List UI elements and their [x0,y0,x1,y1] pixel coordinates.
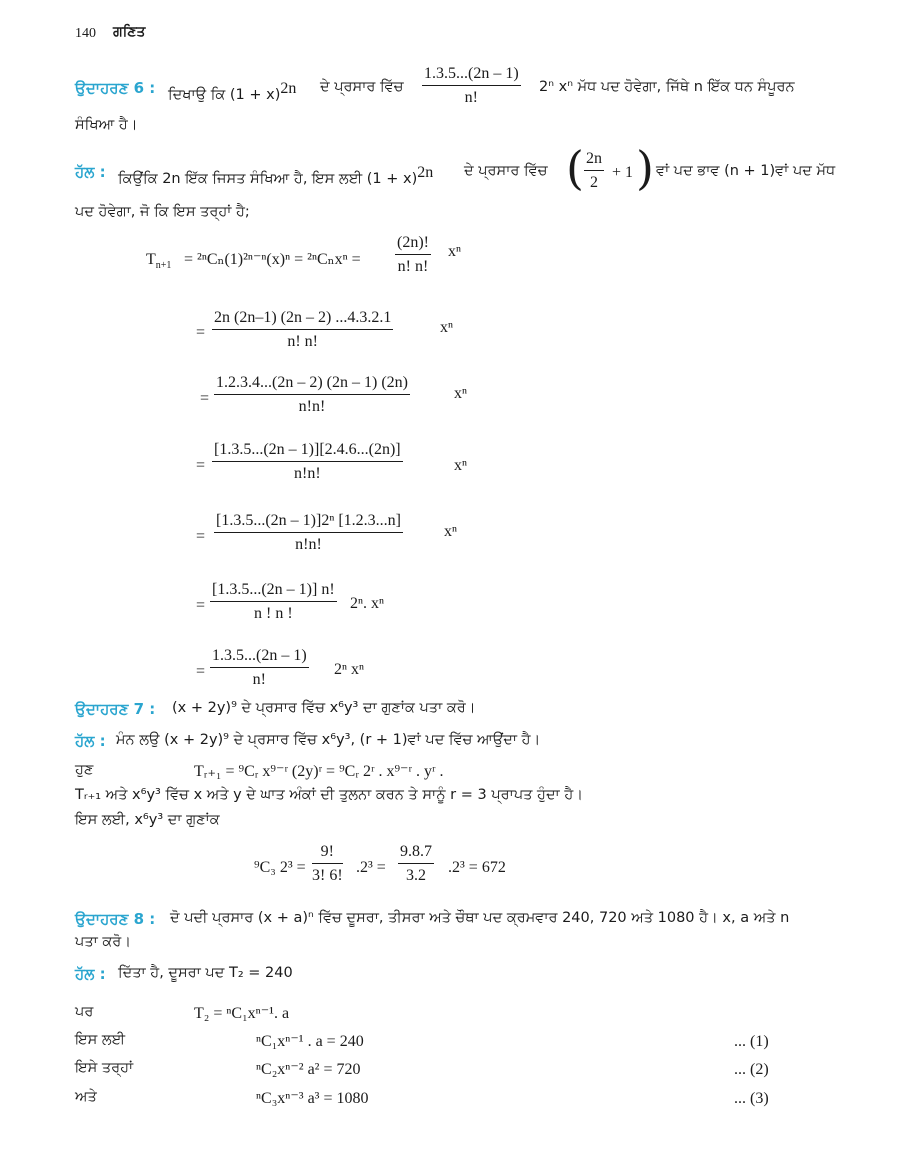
derivation-step-5-fraction [214,512,403,554]
solution-7-line-1: ਮੰਨ ਲਉ (x + 2y)⁹ ਦੇ ਪ੍ਰਸਾਰ ਵਿੱਚ x⁶y³, (r + 1)ਵਾਂ ਪਦ ਵਿੱਚ ਆਉਂਦਾ ਹੈ। [116,732,541,748]
example-6-fraction [422,65,521,107]
derivation-step-7-fraction [210,647,309,689]
solution-6-fraction [584,150,604,192]
derivation-step-3-suffix: xⁿ [454,385,468,402]
page-number: 140 [75,26,96,41]
fraction-numerator: (2n)! [395,234,431,255]
solution-7-line-4: ਇਸ ਲਈ, x⁶y³ ਦਾ ਗੁਣਾਂਕ [75,812,220,828]
equation-tag-1: ... (1) [734,1033,769,1050]
derivation-step-4-suffix: xⁿ [454,457,468,474]
fraction-numerator: 2n (2n–1) (2n – 2) ...4.3.2.1 [212,309,393,330]
solution-7-calc-mid: .2³ = [356,859,386,876]
equation-tag-3: ... (3) [734,1090,769,1107]
example-6-label: ਉਦਾਹਰਣ 6 : [75,79,156,97]
solution-7-line-3: Tᵣ₊₁ ਅਤੇ x⁶y³ ਵਿੱਚ x ਅਤੇ y ਦੇ ਘਾਤ ਅੰਕਾਂ ਦੀ ਤੁਲਨਾ ਕਰਨ ਤੇ ਸਾਨੂੰ r = 3 ਪ੍ਰਾਪਤ ਹੁੰਦਾ ਹੈ। [75,787,583,803]
solution-8-row-3-math: ⁿC₂xⁿ⁻² a² = 720 [256,1061,361,1078]
solution-6-text-part2: ਦੇ ਪ੍ਰਸਾਰ ਵਿੱਚ [464,163,548,179]
solution-7-label: ਹੱਲ : [75,732,106,750]
example-6-fraction-numerator: 1.3.5...(2n – 1) [422,65,521,86]
fraction-denominator: n!n! [295,536,322,553]
solution-8-row-2-word: ਇਸ ਲਈ [75,1032,126,1048]
solution-8-row-1-math: T₂ = ⁿC₁xⁿ⁻¹. a [194,1005,290,1022]
derivation-step-2-fraction [212,309,393,351]
example-6-fraction-denominator: n! [464,89,478,106]
fraction-numerator: 1.2.3.4...(2n – 2) (2n – 1) (2n) [214,374,410,395]
fraction-numerator: [1.3.5...(2n – 1)][2.4.6...(2n)] [212,441,403,462]
solution-8-row-3-word: ਇਸੇ ਤਰ੍ਹਾਂ [75,1060,134,1076]
solution-7-calc-end: .2³ = 672 [448,859,506,876]
solution-7-line-2-word: ਹੁਣ [75,762,94,778]
example-6-text-part1: ਦਿਖਾਉ ਕਿ $(1 + x)^{2n}$ [168,80,297,103]
solution-6-text-part3: ਵਾਂ ਪਦ ਭਾਵ (n + 1)ਵਾਂ ਪਦ ਮੱਧ [656,163,836,179]
derivation-step-3-fraction [214,374,410,416]
derivation-step-6-suffix: 2ⁿ. xⁿ [350,595,385,612]
example-6-text-part2: ਦੇ ਪ੍ਰਸਾਰ ਵਿੱਚ [320,79,404,95]
example-8-line-2: ਪਤਾ ਕਰੋ। [75,934,132,950]
derivation-step-1-suffix: xⁿ [448,243,462,260]
solution-7-calc-lhs: ⁹C₃ 2³ = [254,859,306,876]
solution-6-plus-one: + 1 [612,164,634,181]
example-6-text-part4: ਸੰਖਿਆ ਹੈ। [75,117,138,133]
solution-6-label: ਹੱਲ : [75,163,106,181]
fraction-numerator: [1.3.5...(2n – 1)]2ⁿ [1.2.3...n] [214,512,403,533]
left-parenthesis: ( [566,141,584,195]
solution-6-text-part4: ਪਦ ਹੋਵੇਗਾ, ਜੋ ਕਿ ਇਸ ਤਰ੍ਹਾਂ ਹੈ; [75,204,250,220]
fraction-denominator: n! n! [397,258,429,275]
fraction-denominator: n!n! [298,398,326,415]
example-7-text: (x + 2y)⁹ ਦੇ ਪ੍ਰਸਾਰ ਵਿੱਚ x⁶y³ ਦਾ ਗੁਣਾਂਕ ਪਤਾ ਕਰੋ। [172,700,476,716]
fraction-denominator: n! n! [287,333,318,350]
equals-sign: = [196,528,206,545]
equals-sign: = [196,663,206,680]
derivation-step-2-suffix: xⁿ [440,319,454,336]
equation-tag-2: ... (2) [734,1061,769,1078]
fraction-numerator: 9.8.7 [398,843,434,864]
solution-8-row-1-word: ਪਰ [75,1004,94,1020]
right-parenthesis: ) [636,141,654,195]
fraction-numerator: [1.3.5...(2n – 1)] n! [210,581,337,602]
fraction-denominator: n! [252,671,266,688]
example-7-label: ਉਦਾਹਰਣ 7 : [75,700,156,718]
equals-sign: = [196,457,206,474]
solution-7-calc-fraction-2 [398,843,434,885]
running-header-subject: ਗਣਿਤ [113,24,146,40]
derivation-lhs: $T_{n+1}$ [146,251,172,272]
example-6-text-part3: 2ⁿ xⁿ ਮੱਧ ਪਦ ਹੋਵੇਗਾ, ਜਿੱਥੇ n ਇੱਕ ਧਨ ਸੰਪੂਰਨ [539,79,795,95]
derivation-step-5-suffix: xⁿ [444,523,458,540]
equals-sign: = [196,597,206,614]
fraction-denominator: n ! n ! [253,605,293,622]
derivation-step-7-suffix: 2ⁿ xⁿ [334,661,365,678]
fraction-denominator: 3! 6! [312,867,343,884]
solution-8-row-4-word: ਅਤੇ [75,1089,97,1105]
solution-6-fraction-denominator: 2 [590,174,598,191]
example-8-line-1: ਦੋ ਪਦੀ ਪ੍ਰਸਾਰ (x + a)ⁿ ਵਿੱਚ ਦੂਸਰਾ, ਤੀਸਰਾ ਅਤੇ ਚੌਥਾ ਪਦ ਕ੍ਰਮਵਾਰ 240, 720 ਅਤੇ 1080 ਹੈ। x, a ਅਤੇ n [170,910,790,926]
derivation-step-6-fraction [210,581,337,623]
solution-6-fraction-numerator: 2n [584,150,604,171]
solution-8-row-2-math: ⁿC₁xⁿ⁻¹ . a = 240 [256,1033,364,1050]
solution-8-row-4-math: ⁿC₃xⁿ⁻³ a³ = 1080 [256,1090,369,1107]
solution-6-text-part1: ਕਿਉਂਕਿ 2n ਇੱਕ ਜਿਸਤ ਸੰਖਿਆ ਹੈ, ਇਸ ਲਈ $(1 + x)^{2n}$ [118,164,434,187]
derivation-step-1-expression: = ²ⁿCₙ(1)²ⁿ⁻ⁿ(x)ⁿ = ²ⁿCₙxⁿ = [184,251,361,268]
solution-8-label: ਹੱਲ : [75,965,106,983]
equals-sign: = [196,324,206,341]
fraction-numerator: 9! [312,843,343,864]
example-8-label: ਉਦਾਹਰਣ 8 : [75,910,156,928]
derivation-step-4-fraction [212,441,403,483]
solution-7-calc-fraction-1 [312,843,343,885]
solution-8-line-1: ਦਿੱਤਾ ਹੈ, ਦੂਸਰਾ ਪਦ T₂ = 240 [118,965,293,981]
fraction-denominator: 3.2 [406,867,426,884]
fraction-denominator: n!n! [293,465,321,482]
derivation-step-1-fraction [395,234,431,276]
solution-7-line-2-math: Tᵣ₊₁ = ⁹Cᵣ x⁹⁻ʳ (2y)ʳ = ⁹Cᵣ 2ʳ . x⁹⁻ʳ . yʳ . [194,763,444,780]
equals-sign: = [200,390,210,407]
fraction-numerator: 1.3.5...(2n – 1) [210,647,309,668]
